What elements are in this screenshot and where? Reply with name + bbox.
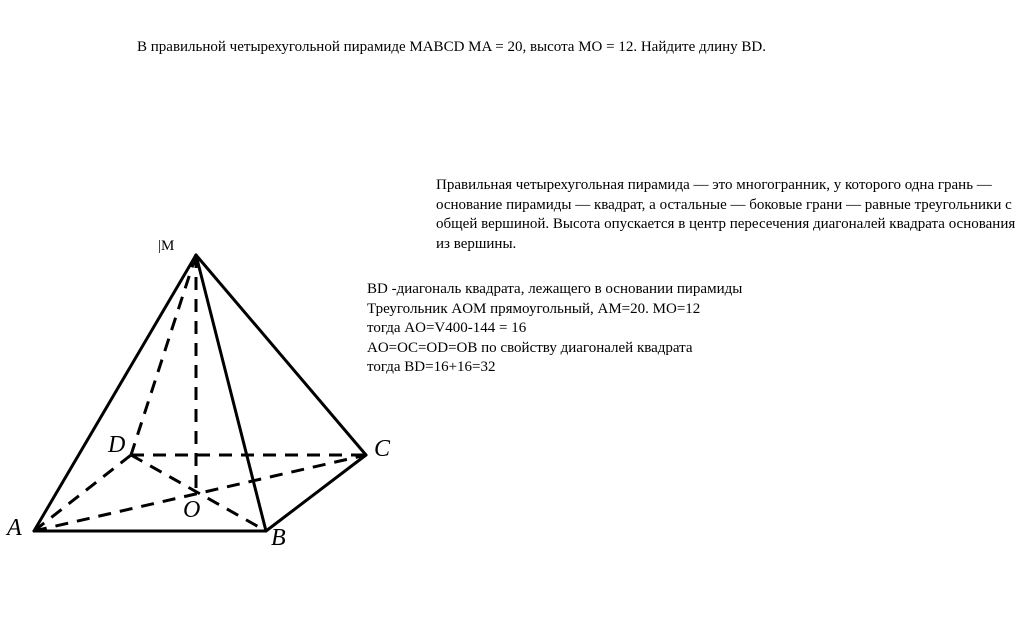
label-m: |M (158, 238, 175, 254)
solution-line: Треугольник AOM прямоугольный, AM=20. MO=12 (367, 300, 701, 317)
solution-line: AO=OC=OD=OB по свойству диагоналей квадрата (367, 339, 693, 356)
edge-md (131, 255, 196, 455)
problem-statement: В правильной четырехугольной пирамиде MABCD MA = 20, высота MO = 12. Найдите длину BD. (137, 39, 766, 55)
definition-text: Правильная четырехугольная пирамида — это многогранник, у которого одна грань — основание пирамиды — квадрат, а остальные — боковые грани — равные треугольники с общей вершиной. Высота опускается в центр пересечения диагоналей квадрата основания из вершины. (436, 177, 1016, 252)
solution-line: тогда BD=16+16=32 (367, 359, 496, 375)
solution-line: BD -диагональ квадрата, лежащего в основании пирамиды (367, 281, 743, 297)
label-c: C (374, 436, 391, 462)
solution-line: тогда AO=V400-144 = 16 (367, 320, 527, 336)
label-o: O (183, 497, 201, 523)
label-a: A (7, 515, 22, 541)
edge-ma (34, 255, 196, 531)
label-d: D (108, 432, 126, 458)
label-b: B (271, 525, 286, 551)
